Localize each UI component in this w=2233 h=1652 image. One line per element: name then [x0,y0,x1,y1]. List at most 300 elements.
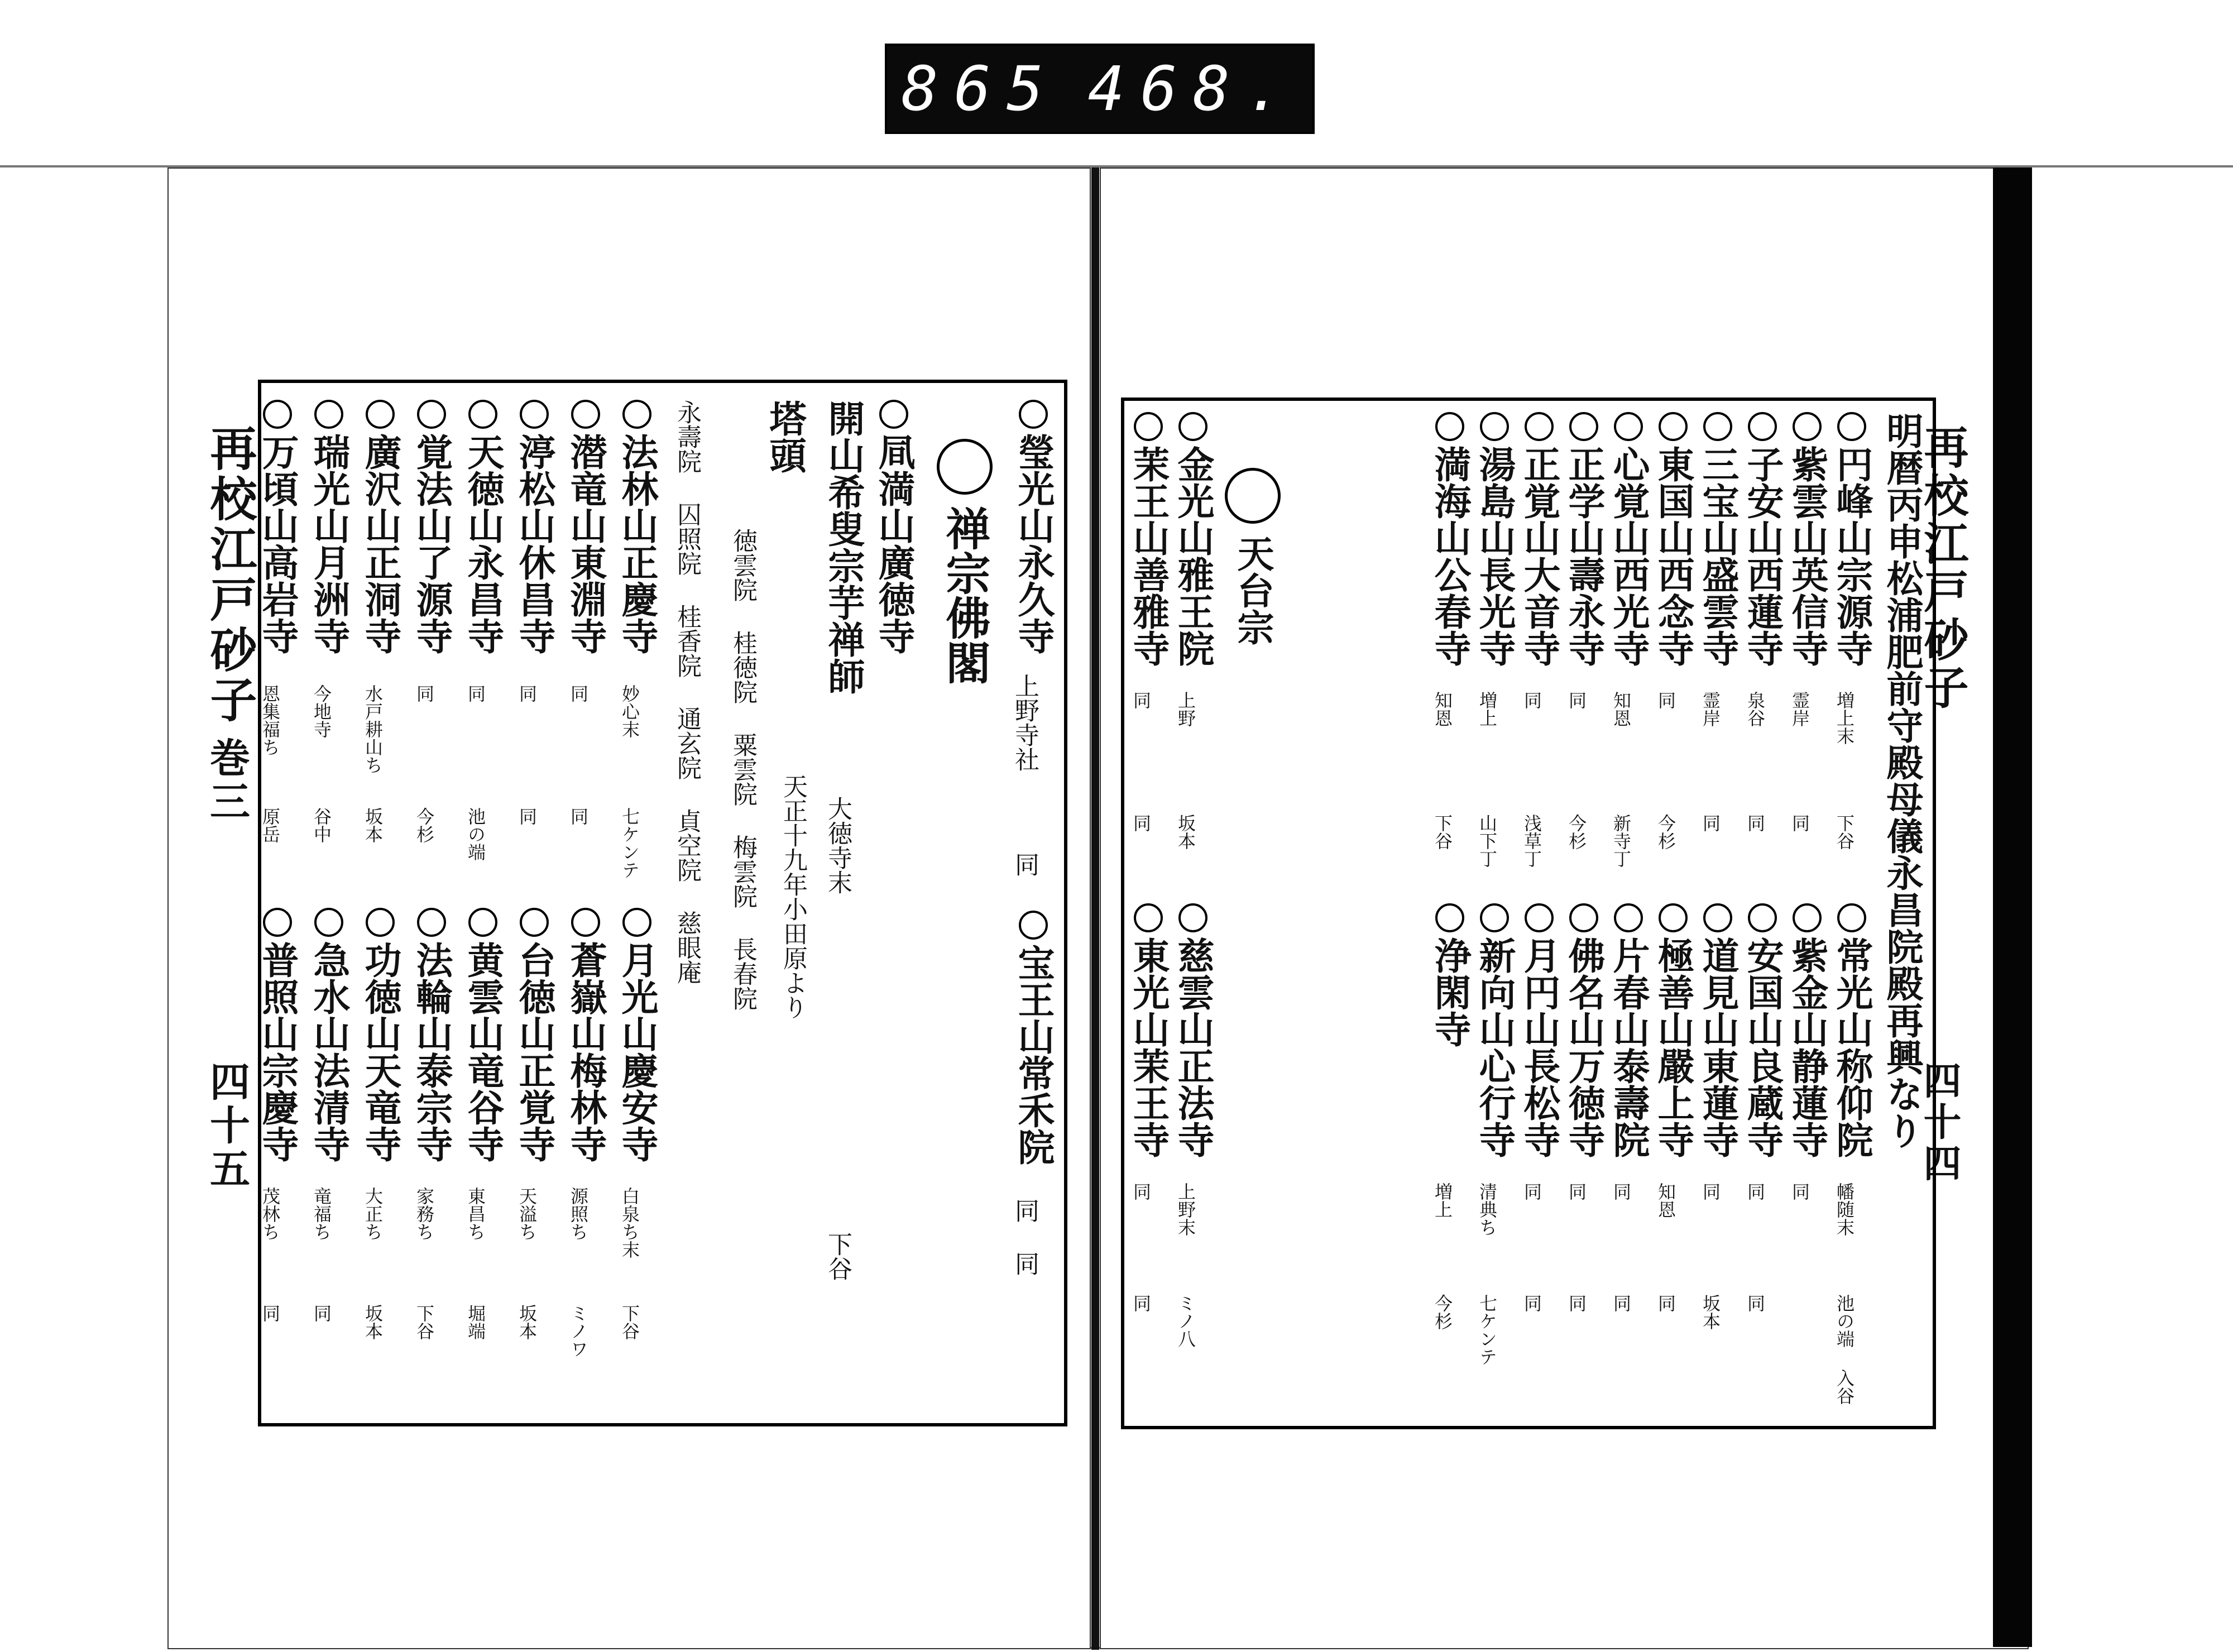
circle-mark-icon [468,908,497,937]
temple-entry-label: 東国山西念寺 [1651,446,1695,667]
temple-note [1702,691,1719,727]
temple-place [1702,1294,1719,1330]
temple-place [261,1304,279,1322]
circle-mark-icon [1525,903,1554,932]
temple-entry-label: 黄雲山竜谷寺 [461,941,505,1162]
temple-place [1478,814,1496,868]
temple-entry [1741,412,1784,667]
temple-place-label: ミノ八 [1175,1294,1196,1348]
circle-mark-icon [417,400,446,429]
header-line [1880,412,1924,1149]
temple-note-label: 霊岸 [1700,691,1721,727]
temple-note [415,684,433,702]
temple-place [313,807,330,843]
temple-note [313,1187,330,1241]
temple-entry-label: 慈雲山正法寺 [1171,937,1215,1158]
temple-place-label: 七ケンテ [619,807,640,879]
temple-note [621,684,639,738]
temple-entry-label: 功徳山天竜寺 [358,941,402,1162]
temple-entry-label: 安国山良蔵寺 [1741,937,1784,1158]
temple-note-label: 知恩 [1432,691,1453,727]
temple-place-label: 池の端 [465,807,486,861]
temple-entry [1473,903,1516,1158]
circle-mark-icon [571,908,600,937]
temple-entry [1696,903,1740,1158]
temple-place [313,1304,330,1322]
temple-place-label: 浅草丁 [1521,814,1542,868]
temple-entry [1428,903,1472,1047]
temple-entry [615,400,659,654]
left-text-frame [258,380,1067,1426]
temple-note-label: 泉谷 [1745,691,1766,727]
temple-entry [1473,412,1516,667]
temple-note-label: 東昌ち [465,1187,486,1241]
temple-note-label: 水戸耕山ち [362,684,384,774]
temple-note [415,1187,433,1241]
intro-tatchu-label: 塔頭 [763,400,807,473]
temple-place [415,807,433,843]
temple-note-label: 白泉ち末 [619,1187,640,1258]
temple-entry [461,400,505,654]
temple-note-label: 天溢ち [516,1187,538,1241]
temple-note [1434,1182,1451,1218]
temple-note-label: 同 [516,684,538,702]
temple-entry-label: 円峰山宗源寺 [1830,446,1873,667]
temple-place [1012,1198,1037,1276]
temple-place-label: 同 [1745,1294,1766,1312]
temple-note [1702,1182,1719,1200]
temple-note-label: 同 [1611,1182,1632,1200]
temple-note [313,684,330,738]
temple-entry-label: 瑞光山月洲寺 [307,433,351,654]
temple-entry [461,908,505,1162]
intro-loc2 [825,1232,850,1281]
temple-entry-label: 新向山心行寺 [1473,937,1516,1158]
temple-entry [1012,911,1055,1165]
temple-note-label: 上野寺社 [1010,673,1039,772]
temple-entry [1171,412,1215,667]
temple-place-label: 今杉 [1655,814,1676,850]
temple-place [1132,1294,1150,1312]
section-heading-label: 天台宗 [1231,535,1274,645]
temple-entry-label: 満海山公春寺 [1428,446,1472,667]
temple-entry-label: 廣沢山正洞寺 [358,433,402,654]
temple-note [1434,691,1451,727]
temple-place-label: 下谷 [414,1304,435,1340]
temple-place-label: 山下丁 [1477,814,1498,868]
circle-mark-icon [468,400,497,429]
temple-note [1746,1182,1764,1200]
temple-place [1478,1294,1496,1366]
intro-date [780,774,805,1019]
temple-note [1478,1182,1496,1236]
temple-note [1791,1182,1809,1200]
circle-mark-icon [1225,468,1281,524]
temple-note [1746,691,1764,727]
temple-note [1568,691,1585,709]
left-margin-title: 再校江戸砂子 [203,424,258,726]
intro-subtemples-label: 徳雲院 桂徳院 粟雲院 梅雲院 長春院 [729,528,757,1011]
temple-place-label: 坂本 [1700,1294,1721,1330]
temple-entry-label: 宝王山常禾院 [1012,944,1055,1165]
temple-entry [1562,412,1606,667]
intro-temple [872,400,916,654]
circle-mark-icon [1480,412,1509,441]
temple-place-label: 坂本 [362,807,384,843]
temple-note-label: 同 [1521,1182,1542,1200]
temple-place-label: 同 [568,807,589,825]
temple-place-label: 今杉 [1566,814,1587,850]
temple-place [1746,1294,1764,1312]
temple-place [1012,852,1037,877]
intro-founder [822,400,865,695]
temple-entry-label: 東光山茉王寺 [1127,937,1170,1158]
temple-note-label: 源照ち [568,1187,589,1241]
temple-place-label: 七ケンテ [1477,1294,1498,1366]
temple-entry-label: 心覚山西光寺 [1607,446,1650,667]
temple-entry [256,908,299,1162]
temple-place-label: 坂本 [516,1304,538,1340]
circle-mark-icon [1435,903,1464,932]
temple-note-label: 増上 [1477,691,1498,727]
temple-note-label: 大正ち [362,1187,384,1241]
temple-note [1657,1182,1675,1218]
temple-note-label: 知恩 [1655,1182,1676,1218]
intro-loc2-label: 下谷 [823,1232,852,1281]
temple-place [569,807,587,825]
temple-entry-label: 正覚山大音寺 [1517,446,1561,667]
temple-place [1568,814,1585,850]
temple-place [1657,814,1675,850]
temple-entry-label: 紫金山静蓮寺 [1785,937,1829,1158]
temple-place-label: 下谷 [1834,814,1855,850]
temple-place [1523,814,1541,868]
temple-note-label: 上野末 [1175,1182,1196,1236]
temple-entry-label: 茉王山善雅寺 [1127,446,1170,667]
temple-place-label: 谷中 [311,807,332,843]
temple-place-label: 同 [1655,1294,1676,1312]
temple-place [1612,1294,1630,1312]
temple-entry-label: 普照山宗慶寺 [256,941,299,1162]
temple-place-label: 同 [260,1304,281,1322]
circle-mark-icon [937,439,993,495]
intro-loc [825,796,850,894]
temple-note-label: 幡随末 [1834,1182,1855,1236]
temple-place-label: 同 [1789,814,1810,832]
temple-note-label: 増上 [1432,1182,1453,1218]
temple-entry [1785,412,1829,667]
temple-note-label: 同 [1130,1182,1152,1200]
temple-entry-label: 蒼嶽山梅林寺 [564,941,607,1162]
circle-mark-icon [1178,903,1207,932]
temple-note [261,684,279,756]
temple-entry-label: 覚法山了源寺 [410,433,453,654]
temple-entry-label: 浄閑寺 [1428,937,1472,1047]
temple-place [1746,814,1764,832]
circle-mark-icon [1659,903,1688,932]
circle-mark-icon [1019,400,1048,429]
intro-subtemples-2-label: 永壽院 囚照院 桂香院 通玄院 貞空院 慈眼庵 [673,400,701,984]
temple-place-label: 原岳 [260,807,281,843]
temple-entry [564,908,607,1162]
temple-place [1132,814,1150,832]
temple-entry [512,400,556,654]
temple-entry-label: 天徳山永昌寺 [461,433,505,654]
temple-note [1836,1182,1853,1236]
temple-entry [1741,903,1784,1158]
temple-place [1791,814,1809,832]
temple-entry [1607,412,1650,667]
circle-mark-icon [1703,412,1732,441]
temple-place [415,1304,433,1340]
temple-place [1568,1294,1585,1312]
temple-note [1523,1182,1541,1200]
catalog-label [885,44,1315,134]
intro-loc-label: 大徳寺末 [823,796,852,894]
circle-mark-icon [1614,903,1643,932]
circle-mark-icon [1178,412,1207,441]
temple-note-label: 茂林ち [260,1187,281,1241]
temple-entry-label: 金光山雅王院 [1171,446,1215,667]
right-book-edge [1993,167,2032,1647]
temple-note [569,684,587,702]
temple-place [467,1304,485,1340]
circle-mark-icon [1525,412,1554,441]
temple-place [621,1304,639,1340]
temple-entry [1428,412,1472,667]
temple-entry-label: 常光山称仰院 [1830,937,1873,1158]
temple-note [1132,1182,1150,1200]
catalog-number-right: 468. [1087,53,1298,125]
temple-entry [410,400,453,654]
temple-entry [256,400,299,654]
temple-note-label: 知恩 [1611,691,1632,727]
temple-place-label: 下谷 [619,1304,640,1340]
left-margin-volume: 巻三 [203,737,251,824]
temple-entry [1171,903,1215,1158]
intro-founder-label: 開山希叟宗芋禅師 [822,400,865,695]
circle-mark-icon [1134,903,1163,932]
temple-entry-label: 佛名山万徳寺 [1562,937,1606,1158]
temple-note [569,1187,587,1241]
temple-note [1523,691,1541,709]
temple-entry-label: 片春山泰壽院 [1607,937,1650,1158]
circle-mark-icon [263,908,292,937]
temple-entry [1517,903,1561,1158]
temple-note-label: 清典ち [1477,1182,1498,1236]
temple-entry [307,400,351,654]
spine-line [1091,167,1099,1650]
temple-entry [564,400,607,654]
temple-entry [1562,903,1606,1158]
circle-mark-icon [622,400,651,429]
temple-place-label: 同 [1010,852,1039,877]
temple-note [364,684,382,774]
temple-place-label: 同 [1130,1294,1152,1312]
temple-place-label: 同 [1521,1294,1542,1312]
temple-place-label: 池の端 入谷 [1834,1294,1855,1405]
temple-note-label: 上野 [1175,691,1196,727]
temple-place [1177,814,1195,850]
temple-note-label: 同 [1566,1182,1587,1200]
temple-entry [1696,412,1740,667]
temple-note-label: 霊岸 [1789,691,1810,727]
temple-note [1012,673,1037,772]
circle-mark-icon [366,908,395,937]
temple-entry [1127,903,1170,1158]
temple-note-label: 同 [1130,691,1152,709]
temple-place-label: 同 [1130,814,1152,832]
temple-place [364,1304,382,1340]
circle-mark-icon [1837,412,1866,441]
left-page-number: 四十五 [203,1061,251,1191]
circle-mark-icon [1569,412,1598,441]
circle-mark-icon [314,400,343,429]
temple-place-label: 坂本 [1175,814,1196,850]
temple-entry-label: 紫雲山英信寺 [1785,446,1829,667]
temple-entry [615,908,659,1162]
temple-place-label: 今杉 [414,807,435,843]
intro-date-label: 天正十九年小田原より [779,774,807,1019]
temple-entry [358,400,402,654]
temple-entry-label: 湯島山長光寺 [1473,446,1516,667]
temple-entry-label: 月円山長松寺 [1517,937,1561,1158]
circle-mark-icon [1793,903,1822,932]
circle-mark-icon [314,908,343,937]
temple-place [467,807,485,861]
temple-place-label: 同 [1700,814,1721,832]
temple-entry [410,908,453,1162]
temple-note-label: 同 [1566,691,1587,709]
temple-entry-label: 渟松山休昌寺 [512,433,556,654]
intro-subtemples-2 [674,400,699,984]
temple-note [1568,1182,1585,1200]
temple-entry [358,908,402,1162]
section-heading [1225,468,1281,645]
temple-note [1177,1182,1195,1236]
right-page-number: 四十四 [1917,1061,1962,1185]
temple-note-label: 恩集福ち [260,684,281,756]
temple-entry [1830,412,1873,667]
intro-tatchu [763,400,807,473]
temple-place [1657,1294,1675,1312]
temple-place [1434,814,1451,850]
temple-place-label: 同 [1745,814,1766,832]
temple-note [518,1187,536,1241]
circle-mark-icon [1480,903,1509,932]
temple-entry-label: 三宝山盛雲寺 [1696,446,1740,667]
temple-note [1177,691,1195,727]
temple-place [261,807,279,843]
temple-entry-label: 台徳山正覚寺 [512,941,556,1162]
temple-entry [512,908,556,1162]
temple-note-label: 家務ち [414,1187,435,1241]
temple-entry [1127,412,1170,667]
temple-entry-label: 急水山法清寺 [307,941,351,1162]
circle-mark-icon [1837,903,1866,932]
temple-note-label: 同 [1655,691,1676,709]
intro-temple-label: 凬満山廣徳寺 [872,433,916,654]
temple-entry-label: 子安山西蓮寺 [1741,446,1784,667]
right-margin-title: 再校江戸砂子 [1916,424,1969,712]
temple-place-label: 新寺丁 [1611,814,1632,868]
circle-mark-icon [520,400,549,429]
circle-mark-icon [879,400,908,429]
circle-mark-icon [520,908,549,937]
temple-note [1836,691,1853,745]
temple-entry [1517,412,1561,667]
intro-subtemples [730,528,755,1011]
temple-place-label: 坂本 [362,1304,384,1340]
right-text-frame [1121,398,1936,1429]
temple-entry [1830,903,1873,1158]
temple-note [621,1187,639,1258]
temple-note [1612,691,1630,727]
temple-note-label: 同 [568,684,589,702]
temple-place-label: 同 同 [1010,1198,1039,1276]
temple-place [1836,1294,1853,1405]
circle-mark-icon [1748,412,1777,441]
circle-mark-icon [1614,412,1643,441]
temple-entry-label: 法林山正慶寺 [615,433,659,654]
section-heading-label: 禅宗佛閣 [938,506,991,684]
temple-note-label: 増上末 [1834,691,1855,745]
temple-entry-label: 万頃山高岩寺 [256,433,299,654]
circle-mark-icon [263,400,292,429]
temple-place [1612,814,1630,868]
circle-mark-icon [1435,412,1464,441]
temple-note-label: 同 [1745,1182,1766,1200]
temple-note-label: 竜福ち [311,1187,332,1241]
circle-mark-icon [417,908,446,937]
circle-mark-icon [1748,903,1777,932]
temple-entry [1785,903,1829,1158]
temple-place [364,807,382,843]
temple-entry-label: 極善山嚴上寺 [1651,937,1695,1158]
temple-place [1702,814,1719,832]
left-frame-content [256,383,1064,1423]
temple-entry-label: 法輪山泰宗寺 [410,941,453,1162]
temple-place [569,1304,587,1358]
temple-entry-label: 正学山壽永寺 [1562,446,1606,667]
temple-note [1657,691,1675,709]
temple-entry [307,908,351,1162]
temple-place-label: 同 [1611,1294,1632,1312]
temple-entry [1651,412,1695,667]
circle-mark-icon [1019,911,1048,940]
temple-place-label: 同 [311,1304,332,1322]
temple-place [1836,814,1853,850]
circle-mark-icon [1134,412,1163,441]
temple-entry-label: 瑩光山永久寺 [1012,433,1055,654]
temple-note-label: 同 [1521,691,1542,709]
temple-place-label: 下谷 [1432,814,1453,850]
temple-note [518,684,536,702]
circle-mark-icon [571,400,600,429]
circle-mark-icon [622,908,651,937]
temple-place-label: ミノワ [568,1304,589,1358]
temple-entry-label: 月光山慶安寺 [615,941,659,1162]
right-frame-content [1124,401,1933,1426]
temple-note-label: 同 [1789,1182,1810,1200]
temple-entry [1651,903,1695,1158]
circle-mark-icon [1659,412,1688,441]
circle-mark-icon [1793,412,1822,441]
circle-mark-icon [366,400,395,429]
temple-note [261,1187,279,1241]
temple-place [518,807,536,825]
temple-place-label: 同 [1566,1294,1587,1312]
